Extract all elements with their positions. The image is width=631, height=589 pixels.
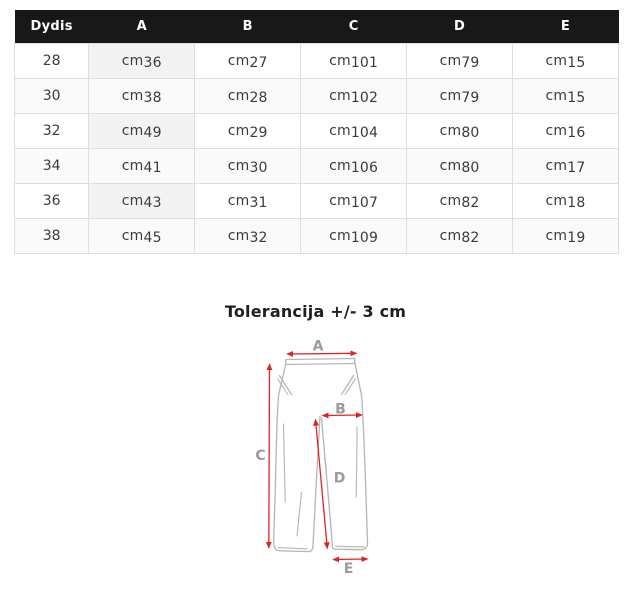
- value-cell: cm32: [195, 219, 301, 254]
- table-row: [15, 219, 619, 254]
- table-row: [15, 79, 619, 114]
- value-cell: cm45: [89, 219, 195, 254]
- label-a: A: [312, 338, 324, 355]
- value-cell: cm43: [89, 184, 195, 219]
- value-cell: cm82: [407, 219, 513, 254]
- value-cell: cm31: [195, 184, 301, 219]
- value-cell: cm102: [301, 79, 407, 114]
- size-cell: 36: [15, 184, 89, 219]
- value-cell: cm29: [195, 114, 301, 149]
- table-row: [15, 184, 619, 219]
- value-cell: cm36: [89, 44, 195, 79]
- value-cell: cm80: [407, 149, 513, 184]
- value-cell: cm28: [195, 79, 301, 114]
- size-cell: 28: [15, 44, 89, 79]
- header-col-d: D: [407, 10, 513, 44]
- header-col-b: B: [195, 10, 301, 44]
- value-cell: cm15: [513, 44, 619, 79]
- header-col-e: E: [513, 10, 619, 44]
- value-cell: cm41: [89, 149, 195, 184]
- value-cell: cm19: [513, 219, 619, 254]
- label-b: B: [335, 401, 346, 418]
- value-cell: cm18: [513, 184, 619, 219]
- size-table-body: [15, 44, 619, 254]
- header-col-c: C: [301, 10, 407, 44]
- table-row: [15, 114, 619, 149]
- header-size-label: Dydis: [15, 10, 89, 44]
- value-cell: cm109: [301, 219, 407, 254]
- value-cell: cm104: [301, 114, 407, 149]
- value-cell: cm107: [301, 184, 407, 219]
- arrow-e: [333, 559, 368, 560]
- tolerance-note: Tolerancija +/- 3 cm: [224, 302, 407, 321]
- value-cell: cm79: [407, 44, 513, 79]
- value-cell: cm27: [195, 44, 301, 79]
- value-cell: cm101: [301, 44, 407, 79]
- value-cell: cm80: [407, 114, 513, 149]
- value-cell: cm16: [513, 114, 619, 149]
- pants-measurement-diagram: [240, 330, 440, 589]
- value-cell: cm106: [301, 149, 407, 184]
- value-cell: cm49: [89, 114, 195, 149]
- value-cell: cm15: [513, 79, 619, 114]
- value-cell: cm79: [407, 79, 513, 114]
- arrow-c: [269, 364, 270, 548]
- label-d: D: [333, 470, 346, 487]
- size-table-container: [14, 10, 619, 254]
- size-cell: 38: [15, 219, 89, 254]
- value-cell: cm38: [89, 79, 195, 114]
- size-cell: 32: [15, 114, 89, 149]
- table-row: [15, 149, 619, 184]
- label-e: E: [343, 561, 354, 577]
- arrow-d: [316, 420, 328, 549]
- size-table: [14, 10, 619, 254]
- value-cell: cm82: [407, 184, 513, 219]
- table-row: [15, 44, 619, 79]
- size-cell: 34: [15, 149, 89, 184]
- size-cell: 30: [15, 79, 89, 114]
- value-cell: cm17: [513, 149, 619, 184]
- value-cell: cm30: [195, 149, 301, 184]
- pants-outline-icon: [274, 359, 368, 552]
- header-col-a: A: [89, 10, 195, 44]
- label-c: C: [255, 448, 266, 464]
- size-table-header-row: [15, 10, 619, 44]
